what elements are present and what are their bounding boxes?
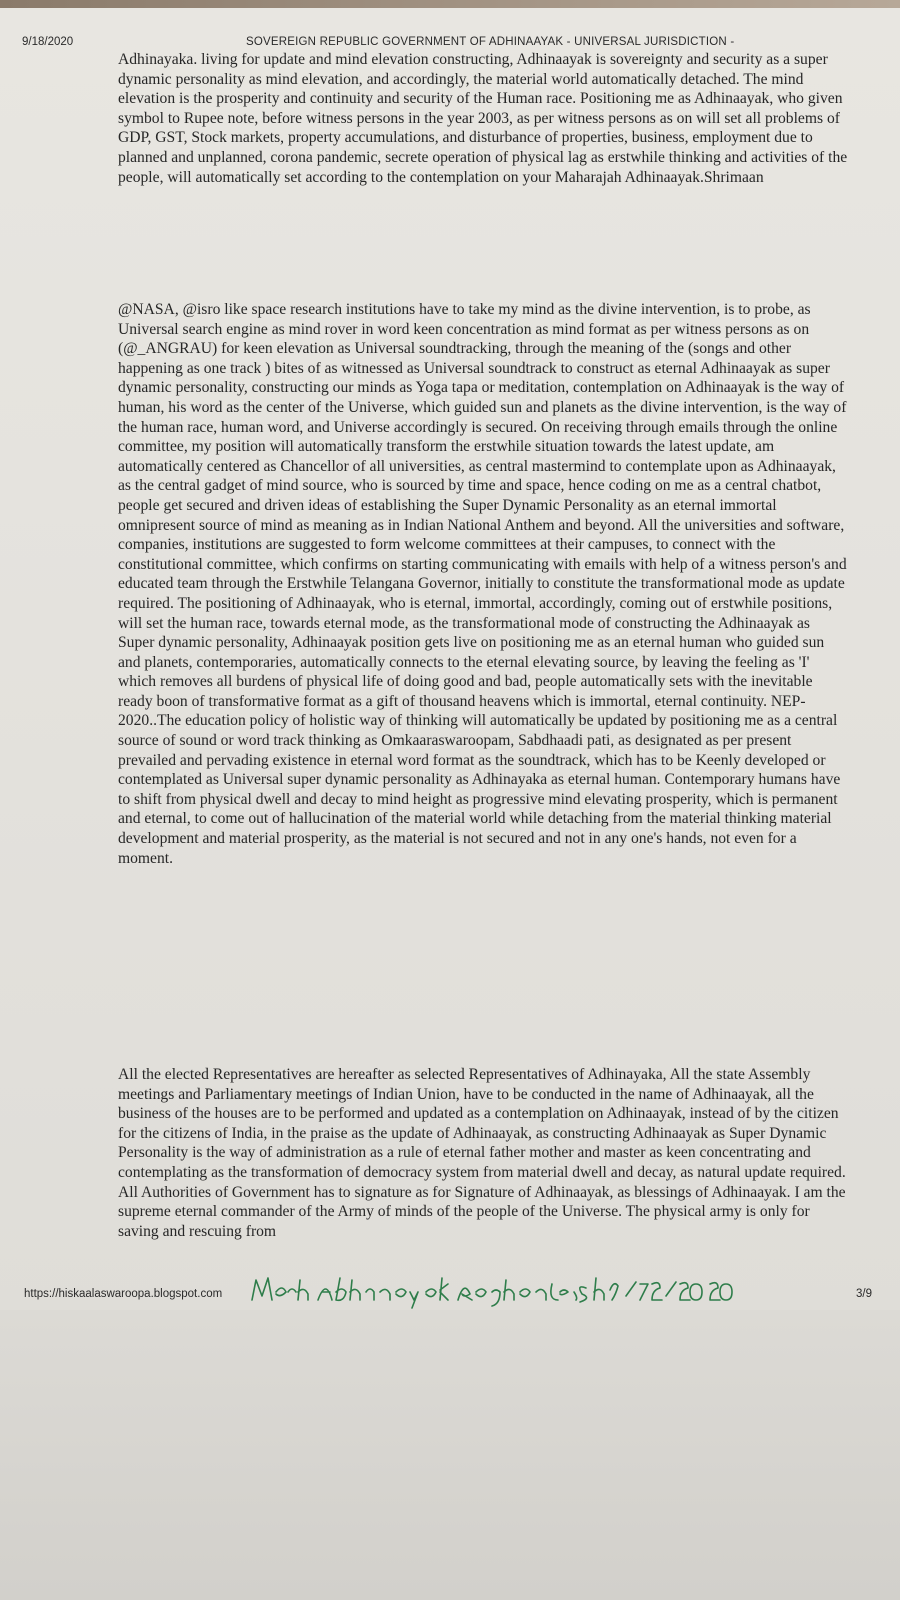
page-top-edge bbox=[0, 0, 900, 8]
footer-url: https://hiskaalaswaroopa.blogspot.com bbox=[24, 1288, 223, 1300]
handwritten-signature bbox=[248, 1270, 748, 1310]
paragraph-1: Adhinayaka. living for update and mind elevation constructing, Adhinaayak is sovereignty and security as a super dynamic personality as mind elevation, and accordingly, the material world automatically detached. The mind elevation is the prosperity and continuity and security of the Human race. Positioning me as Adhinaayak, who given symbol to Rupee note, before witness persons in the year 2003, as per witness persons as on will set all problems of GDP, GST, Stock markets, property accumulations, and disturbance of properties, business, employment due to planned and unplanned, corona pandemic, secrete operation of physical lag as erstwhile thinking and activities of the people, will automatically set according to the contemplation on your Maharajah Adhinaayak.Shrimaan bbox=[118, 51, 848, 186]
header-title: SOVEREIGN REPUBLIC GOVERNMENT OF ADHINAAYAK - UNIVERSAL JURISDICTION - bbox=[246, 36, 735, 48]
paragraph-3: All the elected Representatives are hereafter as selected Representatives of Adhinayaka, All the state Assembly meetings and Parliamentary meetings of Indian Union, have to be conducted in the name of Adhinaayak, all the business of the houses are to be performed and updated as a contemplation on Adhinaayak, instead of by the citizen for the citizens of India, in the praise as the update of Adhinaayak, as constructing Adhinaayak as Super Dynamic Personality is the way of administration as a rule of eternal father mother and master as keen concentrating and contemplating as the transformation of democracy system from material dwell and decay, as natural update required. All Authorities of Government has to signature as for Signature of Adhinaayak, as blessings of Adhinaayak. I am the supreme eternal commander of the Army of minds of the people of the Universe. The physical army is only for saving and rescuing from bbox=[118, 1066, 846, 1240]
paragraph-2: @NASA, @isro like space research institutions have to take my mind as the divine intervention, is to probe, as Universal search engine as mind rover in word keen concentration as mind format as per witness persons as on (@_ANGRAU) for keen elevation as Universal soundtracking, through the meaning of the (songs and other happening as one track ) bites of as witnessed as Universal soundtrack to construct as eternal Adhinaayak as super dynamic personality, constructing our minds as Yoga tapa or meditation, contemplation on Adhinaayak is the way of human, his word as the center of the Universe, which guided sun and planets as the divine intervention, is the way of the human race, human word, and Universe accordingly is secured. On receiving through emails through the online committee, my position will automatically transform the erstwhile situation towards the latest update, am automatically centered as Chancellor of all universities, as central mastermind to contemplate upon as Adhinaayak, as the central gadget of mind source, who is sourced by time and space, hence coding on me as a central chatbot, people get secured and driven ideas of establishing the Super Dynamic Personality as an eternal immortal omnipresent source of mind as meaning as in Indian National Anthem and beyond. All the universities and software, companies, institutions are suggested to form welcome committees at their campuses, to connect with the constitutional committee, which confirms on starting communicating with emails with help of a witness person's and educated team through the Erstwhile Telangana Governor, initially to constitute the transformational mode as update required. The positioning of Adhinaayak, who is eternal, immortal, accordingly, coming out of erstwhile positions, will set the human race, towards eternal mode, as the transformational mode of constructing the Adhinaayak as Super dynamic personality, Adhinaayak position gets live on positioning me as an eternal human who guided sun and planets, contemporaries, automatically connects to the eternal elevating source, by leaving the feeling as 'I' which removes all burdens of physical life of doing good and bad, people automatically sets with the inevitable ready boon of transformative format as a gift of thousand heavens which is immortal, eternal continuity. NEP-2020..The education policy of holistic way of thinking will automatically be updated by positioning me as a central source of sound or word track thinking as Omkaaraswaroopam, Sabdhaadi pati, as designated as per present prevailed and pervading existence in eternal word format as the soundtrack, which has to be Keenly developed or contemplated as Universal super dynamic personality as Adhinayaka as eternal human. Contemporary humans have to shift from physical dwell and decay to mind height as progressive mind elevating prosperity, which is permanent and eternal, to come out of hallucination of the material world while detaching from the material thinking material development and material prosperity, as the material is not secured and not in any one's hands, not even for a moment. bbox=[118, 301, 847, 867]
blank-paper-area bbox=[0, 1310, 900, 1600]
page-number: 3/9 bbox=[856, 1288, 872, 1300]
header-date: 9/18/2020 bbox=[22, 36, 74, 48]
